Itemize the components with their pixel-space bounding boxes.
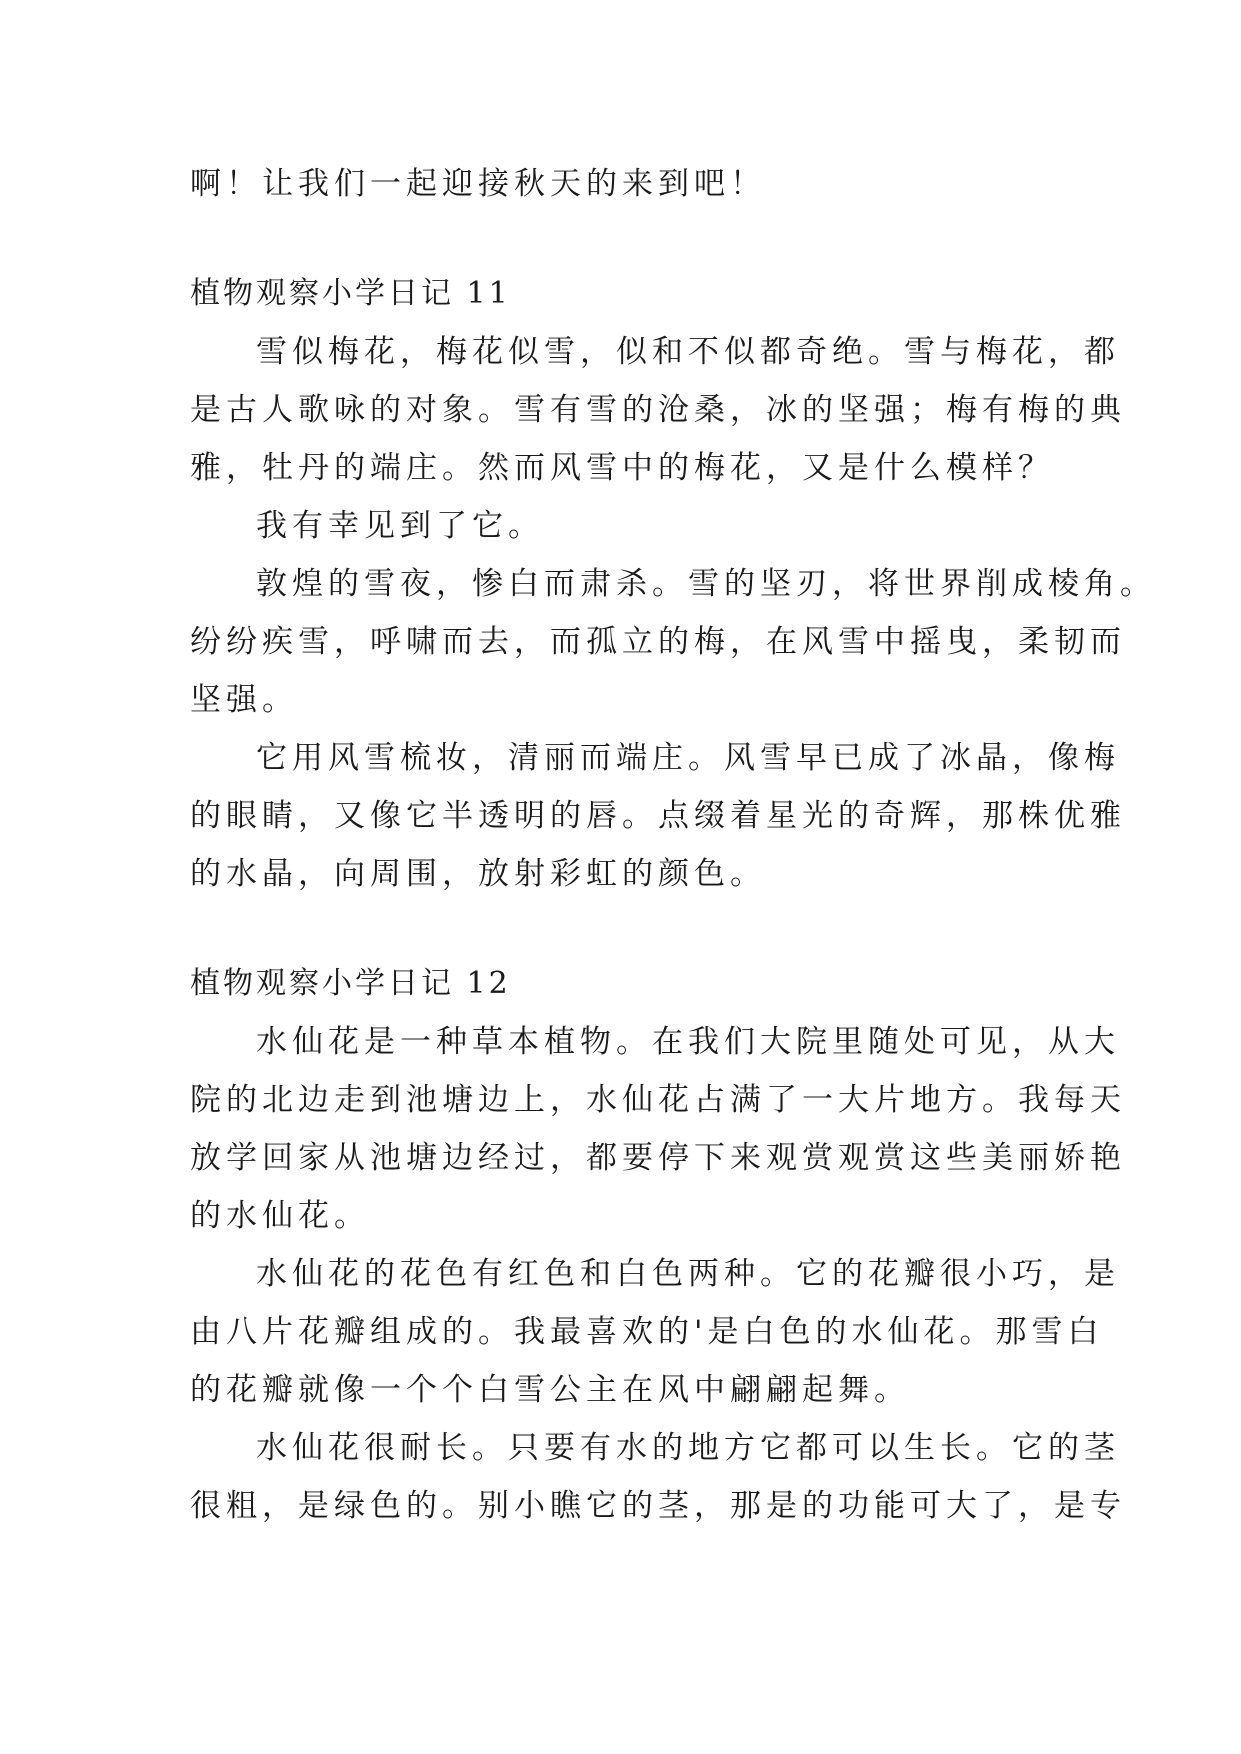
paragraph-line: 它用风雪梳妆，清丽而端庄。风雪早已成了冰晶，像梅 — [256, 740, 1120, 776]
paragraph-line: 雪似梅花，梅花似雪，似和不似都奇绝。雪与梅花，都 — [256, 334, 1120, 370]
paragraph-line: 坚强。 — [190, 682, 298, 718]
paragraph-line: 很粗，是绿色的。别小瞧它的茎，那是的功能可大了，是专 — [190, 1488, 1126, 1524]
paragraph — [190, 1013, 1126, 1245]
paragraph-line: 纷纷疾雪，呼啸而去，而孤立的梅，在风雪中摇曳，柔韧而 — [190, 624, 1126, 660]
document-page — [190, 155, 1156, 1535]
paragraph-line: 的水仙花。 — [190, 1198, 370, 1234]
diary-section-12 — [190, 955, 1126, 1535]
paragraph-line: 水仙花的花色有红色和白色两种。它的花瓣很小巧，是 — [256, 1256, 1120, 1292]
paragraph-line: 院的北边走到池塘边上，水仙花占满了一大片地方。我每天 — [190, 1082, 1126, 1118]
section-title: 植物观察小学日记 12 — [190, 966, 511, 1001]
paragraph — [190, 497, 1052, 555]
paragraph-line: 的花瓣就像一个个白雪公主在风中翩翩起舞。 — [190, 1372, 910, 1408]
paragraph-line: 是古人歌咏的对象。雪有雪的沧桑，冰的坚强；梅有梅的典 — [190, 392, 1126, 428]
paragraph-line: 由八片花瓣组成的。我最喜欢的'是白色的水仙花。那雪白 — [190, 1314, 1104, 1350]
paragraph — [190, 1419, 1126, 1535]
paragraph — [190, 729, 1126, 903]
paragraph — [190, 1245, 1120, 1419]
paragraph-line: 放学回家从池塘边经过，都要停下来观赏观赏这些美丽娇艳 — [190, 1140, 1126, 1176]
paragraph-line: 雅，牡丹的端庄。然而风雪中的梅花，又是什么模样？ — [190, 450, 1054, 486]
paragraph — [190, 323, 1126, 497]
section-spacer — [190, 903, 1052, 955]
paragraph-line: 水仙花很耐长。只要有水的地方它都可以生长。它的茎 — [256, 1430, 1120, 1466]
paragraph-line: 的水晶，向周围，放射彩虹的颜色。 — [190, 856, 766, 892]
section-spacer — [190, 213, 1052, 265]
paragraph-line: 的眼睛，又像它半透明的唇。点缀着星光的奇辉，那株优雅 — [190, 798, 1126, 834]
section-title: 植物观察小学日记 11 — [190, 276, 511, 311]
diary-section-11 — [190, 265, 1156, 903]
paragraph-line: 敦煌的雪夜，惨白而肃杀。雪的坚刃，将世界削成棱角。 — [256, 566, 1156, 602]
paragraph-line: 水仙花是一种草本植物。在我们大院里随处可见，从大 — [256, 1024, 1120, 1060]
intro-closing-line: 啊！让我们一起迎接秋天的来到吧！ — [190, 166, 766, 202]
paragraph-line: 我有幸见到了它。 — [256, 508, 544, 544]
paragraph — [190, 555, 1156, 729]
